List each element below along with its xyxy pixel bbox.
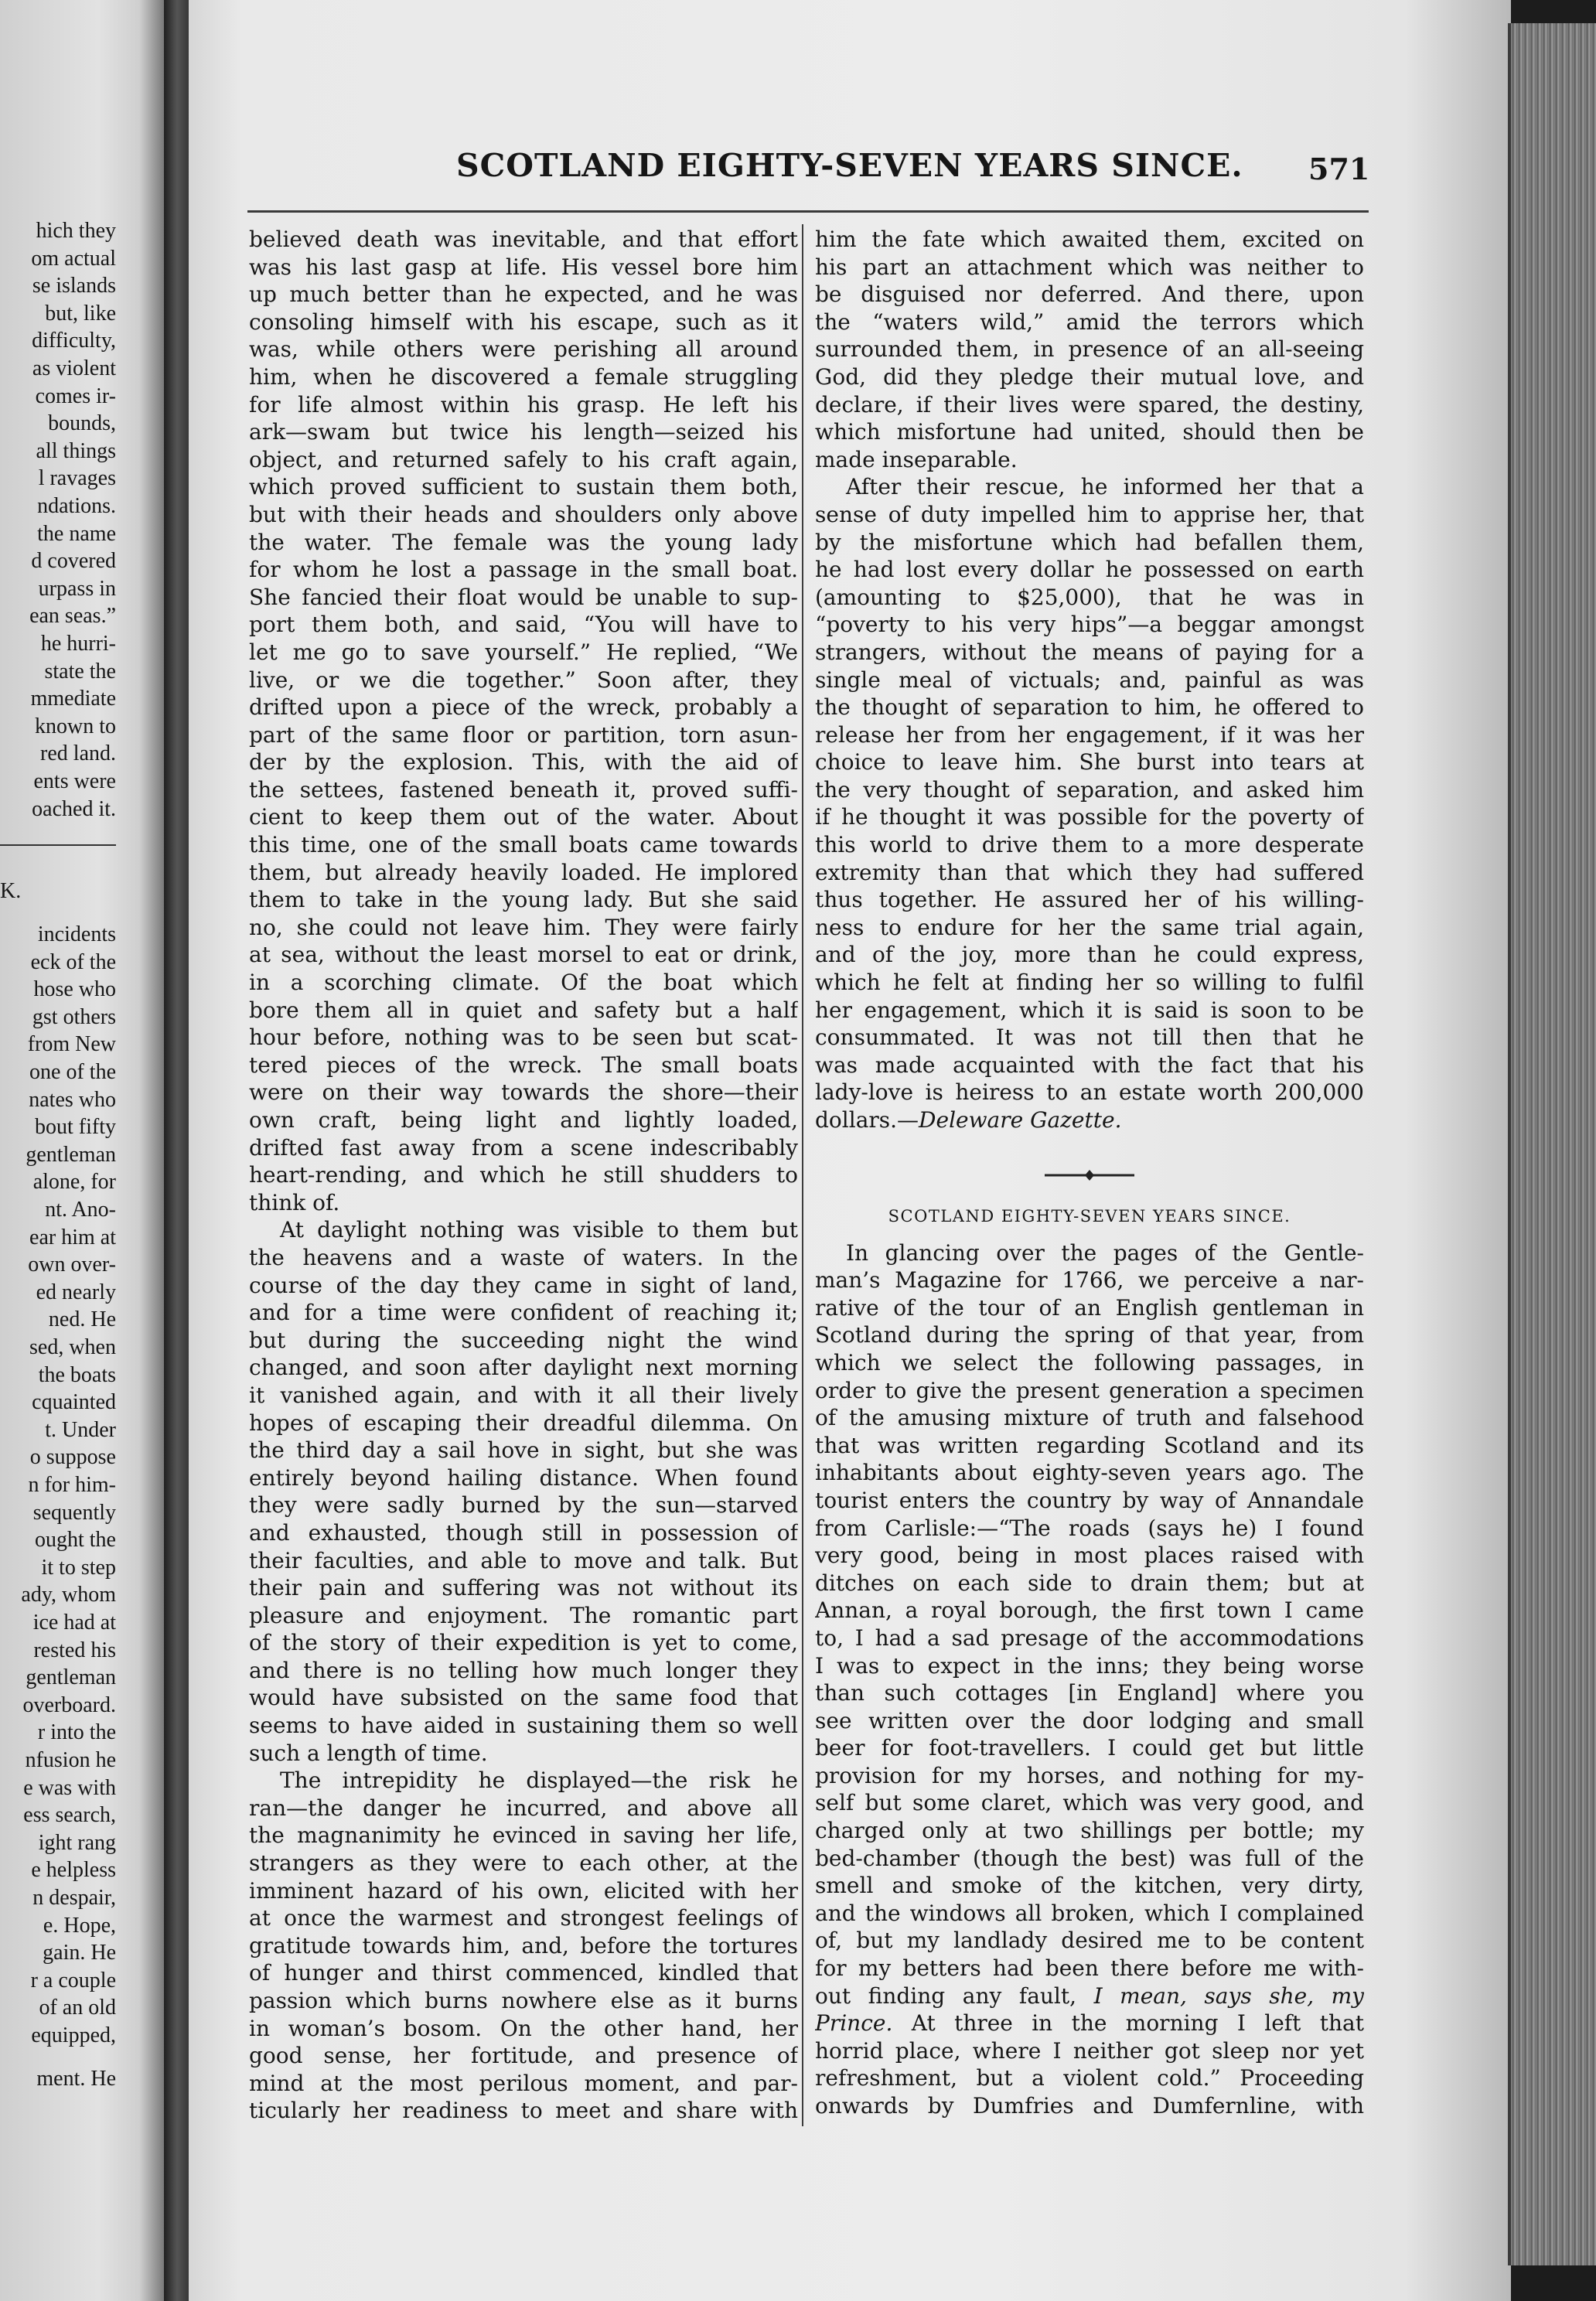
left-page-fragment xyxy=(0,0,164,2301)
article-line: of, but my landlady desired me to be content xyxy=(815,1928,1364,1954)
left-page-line: comes ir- xyxy=(35,384,116,408)
left-page-line: eck of the xyxy=(30,949,116,974)
text-line: part of the same floor or partition, torn asun- xyxy=(249,721,798,748)
text-line: the “waters wild,” amid the terrors which xyxy=(815,309,1364,335)
article-line: see written over the door lodging and small xyxy=(815,1707,1364,1733)
left-page-line: nt. Ano- xyxy=(45,1198,116,1222)
left-page-line: se islands xyxy=(32,274,116,298)
text-line: changed, and soon after daylight next morning xyxy=(249,1355,798,1381)
left-page-line: hose who xyxy=(33,977,116,1002)
text-line: and there is no telling how much longer they xyxy=(249,1657,798,1683)
article-line: rative of the tour of an English gentleman in xyxy=(815,1294,1364,1321)
article-title: SCOTLAND EIGHTY-SEVEN YEARS SINCE. xyxy=(888,1206,1291,1225)
left-page-line: nfusion he xyxy=(25,1748,116,1772)
text-line: ness to endure for her the same trial again, xyxy=(815,914,1364,940)
article-line: I was to expect in the inns; they being worse xyxy=(815,1652,1364,1679)
text-line: him, when he discovered a female struggling xyxy=(249,363,798,390)
left-page-rule xyxy=(0,844,116,846)
text-line: by the misfortune which had befallen them, xyxy=(815,529,1364,555)
article-line: from Carlisle:—“The roads (says he) I found xyxy=(815,1515,1364,1541)
text-line: drifted upon a piece of the wreck, probably a xyxy=(249,694,798,721)
left-page-line: o suppose xyxy=(29,1445,116,1470)
left-page-line: one of the xyxy=(29,1060,116,1084)
article-line: In glancing over the pages of the Gentle- xyxy=(846,1239,1364,1266)
text-line: release her from her engagement, if it was her xyxy=(815,721,1364,748)
article-line: for my betters had been there before me with- xyxy=(815,1955,1364,1982)
left-page-line: difficulty, xyxy=(32,329,116,353)
left-page-line: incidents xyxy=(37,922,116,946)
text-line: declare, if their lives were spared, the destiny, xyxy=(815,391,1364,418)
text-line: own craft, being light and lightly loaded, xyxy=(249,1107,798,1133)
text-line: and exhausted, though still in possession of xyxy=(249,1519,798,1546)
text-line: which misfortune had united, should then be xyxy=(815,419,1364,445)
text-line: were on their way towards the shore—their xyxy=(249,1079,798,1106)
article-line: very good, being in most places raised with xyxy=(815,1543,1364,1569)
text-line: if he thought it was possible for the poverty of xyxy=(815,804,1364,830)
left-page-line: gst others xyxy=(32,1004,116,1029)
left-page-line: bout fifty xyxy=(35,1115,116,1140)
text-line: it vanished again, and with it all their lively xyxy=(249,1382,798,1408)
text-line: ticularly her readiness to meet and share with xyxy=(249,2098,798,2124)
text-line: was his last gasp at life. His vessel bore him xyxy=(249,254,798,280)
text-line: consoling himself with his escape, such as it xyxy=(249,309,798,335)
column-right xyxy=(815,226,1364,2120)
text-line: which proved sufficient to sustain them both, xyxy=(249,474,798,500)
text-line: strangers, without the means of paying for a xyxy=(815,639,1364,665)
ornament-dash-icon xyxy=(1043,1168,1136,1183)
left-page-line: as violent xyxy=(32,356,116,380)
text-line: but with their heads and shoulders only above xyxy=(249,501,798,527)
text-line: no, she could not leave him. They were fairly xyxy=(249,914,798,940)
text-line: entirely beyond hailing distance. When found xyxy=(249,1464,798,1491)
text-line: single meal of victuals; and, painful as was xyxy=(815,666,1364,693)
left-page-line: ady, whom xyxy=(21,1583,116,1607)
text-line: was made acquainted with the fact that his xyxy=(815,1052,1364,1078)
text-line: live, or we die together.” Soon after, they xyxy=(249,666,798,693)
left-page-line: ents were xyxy=(33,769,116,793)
text-line: in a scorching climate. Of the boat which xyxy=(249,970,798,996)
text-line: in woman’s bosom. On the other hand, her xyxy=(249,2015,798,2041)
left-page-line: equipped, xyxy=(31,2023,116,2047)
text-line: the thought of separation to him, he offered to xyxy=(815,694,1364,721)
text-line: imminent hazard of his own, elicited with her xyxy=(249,1877,798,1904)
left-page-line: the name xyxy=(37,521,116,546)
page-number: 571 xyxy=(1308,152,1370,186)
text-line: lady-love is heiress to an estate worth 200,000 xyxy=(815,1079,1364,1106)
article-line: man’s Magazine for 1766, we perceive a nar- xyxy=(815,1267,1364,1294)
left-page-line: he hurri- xyxy=(40,632,116,656)
column-left xyxy=(249,226,798,2125)
left-page-line: ess search, xyxy=(23,1803,116,1828)
text-line: him the fate which awaited them, excited on xyxy=(815,227,1364,252)
text-line: the water. The female was the young lady xyxy=(249,529,798,555)
left-page-line: n for him- xyxy=(28,1473,116,1497)
text-line: them to take in the young lady. But she said xyxy=(249,887,798,913)
text-line: this world to drive them to a more desperate xyxy=(815,832,1364,858)
text-line: der by the explosion. This, with the aid of xyxy=(249,749,798,776)
signoff-source: Deleware Gazette. xyxy=(919,1107,1122,1133)
left-page-line: ought the xyxy=(35,1528,116,1553)
left-page-line: gain. He xyxy=(43,1941,116,1965)
text-line: ran—the danger he incurred, and above all xyxy=(249,1795,798,1821)
text-line: port them both, and said, “You will have to xyxy=(249,612,798,638)
left-page-line: e helpless xyxy=(31,1858,116,1883)
article-line: ditches on each side to drain them; but at xyxy=(815,1570,1364,1596)
article-line: Annan, a royal borough, the first town I came xyxy=(815,1597,1364,1624)
text-line: object, and returned safely to his craft again, xyxy=(249,446,798,472)
left-page-line: ight rang xyxy=(38,1830,116,1855)
left-page-line: gentleman xyxy=(26,1665,116,1690)
text-line: think of. xyxy=(249,1189,340,1215)
article-line: onwards by Dumfries and Dumfernline, with xyxy=(815,2093,1364,2119)
left-page-line: the boats xyxy=(38,1362,116,1387)
text-line: he had lost every dollar he possessed on earth xyxy=(815,557,1364,583)
left-page-line: it to step xyxy=(41,1555,116,1580)
text-line: At daylight nothing was visible to them but xyxy=(280,1217,798,1243)
left-page-last-line: ment. He xyxy=(36,2067,116,2091)
left-page-line: n despair, xyxy=(32,1886,116,1910)
text-line: choice to leave him. She burst into tears at xyxy=(815,749,1364,776)
text-line: their pain and suffering was not without its xyxy=(249,1575,798,1601)
article-line: bed-chamber (though the best) was full of the xyxy=(815,1845,1364,1871)
column-divider xyxy=(802,224,803,2126)
left-page-line: r a couple xyxy=(30,1968,116,1992)
italic-quote-end: Prince. xyxy=(815,2010,893,2037)
text-line: heart-rending, and which he still shudders to xyxy=(249,1162,798,1188)
text-line: but during the succeeding night the wind xyxy=(249,1327,798,1353)
left-page-line: ndations. xyxy=(37,494,116,518)
text-line: for whom he lost a passage in the small boat. xyxy=(249,557,798,583)
text-line: which he felt at finding her so willing to fulfil xyxy=(815,970,1364,996)
text-line: and for a time were confident of reaching it; xyxy=(249,1300,798,1326)
text-line: the settees, fastened beneath it, proved suffi- xyxy=(249,776,798,803)
text-line: strangers as they were to each other, at the xyxy=(249,1850,798,1877)
text-line: gratitude towards him, and, before the tortures xyxy=(249,1932,798,1958)
left-page-line: hich they xyxy=(36,219,116,243)
article-line: inhabitants about eighty-seven years ago. The xyxy=(815,1460,1364,1486)
text-line: and of the joy, more than he could express, xyxy=(815,942,1364,968)
left-page-line: e was with xyxy=(23,1775,116,1800)
text-line: up much better than he expected, and he was xyxy=(249,281,798,308)
left-page-line: sequently xyxy=(32,1500,116,1525)
text-line: the magnanimity he evinced in saving her life, xyxy=(249,1822,798,1849)
article-line-italic xyxy=(815,1982,1364,2010)
article-line: Scotland during the spring of that year, from xyxy=(815,1322,1364,1348)
text-line: pleasure and enjoyment. The romantic part xyxy=(249,1602,798,1628)
text-line: such a length of time. xyxy=(249,1740,488,1766)
text-line: was, while others were perishing all around xyxy=(249,336,798,363)
left-page-line: from New xyxy=(27,1032,116,1057)
article-line: that was written regarding Scotland and its xyxy=(815,1432,1364,1458)
article-line: charged only at two shillings per bottle; my xyxy=(815,1818,1364,1844)
article-body xyxy=(815,1239,1364,1982)
text-line: seems to have aided in sustaining them so well xyxy=(249,1713,798,1739)
header-rule xyxy=(247,210,1369,213)
text-line: bore them all in quiet and safety but a half xyxy=(249,997,798,1023)
text-line: this time, one of the small boats came towards xyxy=(249,832,798,858)
text-line: good sense, her fortitude, and presence of xyxy=(249,2043,798,2069)
left-page-line: ear him at xyxy=(29,1225,116,1249)
article-line: order to give the present generation a specimen xyxy=(815,1377,1364,1403)
article-line: self but some claret, which was very good, and xyxy=(815,1790,1364,1816)
italic-line-start: out finding any fault, xyxy=(815,1982,1077,2009)
text-line: hopes of escaping their dreadful dilemma. On xyxy=(249,1410,798,1436)
article-line: refreshment, but a violent cold.” Proceeding xyxy=(815,2065,1364,2091)
left-page-line: sed, when xyxy=(29,1335,116,1359)
left-page-line: known to xyxy=(35,714,116,738)
article-line: to, I had a sad presage of the accommodations xyxy=(815,1624,1364,1651)
text-line: drifted fast away from a scene indescribably xyxy=(249,1134,798,1161)
left-page-line: overboard. xyxy=(22,1693,116,1717)
text-line: ark—swam but twice his length—seized his xyxy=(249,419,798,445)
text-line: be disguised nor deferred. And there, upon xyxy=(815,281,1364,308)
text-line: tered pieces of the wreck. The small boats xyxy=(249,1052,798,1078)
text-line: consummated. It was not till then that he xyxy=(815,1024,1364,1051)
article-line: of the amusing mixture of truth and falsehood xyxy=(815,1405,1364,1431)
article-line: than such cottages [in England] where you xyxy=(815,1680,1364,1706)
article-line: smell and smoke of the kitchen, very dirty, xyxy=(815,1873,1364,1899)
signoff-text: dollars.— xyxy=(815,1107,919,1133)
story-continuation xyxy=(815,226,1364,1106)
text-line: the very thought of separation, and asked him xyxy=(815,776,1364,803)
left-page-line: all things xyxy=(36,438,116,463)
text-line: their faculties, and able to move and talk. But xyxy=(249,1547,798,1573)
left-page-line: own over- xyxy=(28,1253,116,1277)
text-line: passion which burns nowhere else as it burns xyxy=(249,1988,798,2013)
left-page-line: but, like xyxy=(45,301,116,326)
text-line: “poverty to his very hips”—a beggar amongst xyxy=(815,612,1364,638)
left-page-line: ice had at xyxy=(32,1611,116,1635)
left-page-line: r into the xyxy=(37,1720,116,1745)
text-line: them, but already heavily loaded. He implored xyxy=(249,859,798,885)
italic-quote: I mean, says she, my xyxy=(1093,1982,1364,2009)
left-page-line: l ravages xyxy=(38,466,116,491)
text-line: they were sadly burned by the sun—starved xyxy=(249,1492,798,1519)
article-line: and the windows all broken, which I complained xyxy=(815,1900,1364,1926)
running-head: SCOTLAND EIGHTY-SEVEN YEARS SINCE. xyxy=(456,147,1243,184)
text-line: After their rescue, he informed her that a xyxy=(846,474,1364,500)
text-line: God, did they pledge their mutual love, and xyxy=(815,363,1364,390)
left-page-line: ned. He xyxy=(48,1307,116,1332)
text-line: made inseparable. xyxy=(815,446,1018,472)
text-line: of hunger and thirst commenced, kindled that xyxy=(249,1960,798,1986)
left-page-line: urpass in xyxy=(38,576,116,601)
text-line: for life almost within his grasp. He left his xyxy=(249,391,798,418)
article-closing xyxy=(815,2037,1364,2120)
article-line: which we select the following passages, in xyxy=(815,1349,1364,1375)
text-line: cient to keep them out of the water. About xyxy=(249,804,798,830)
left-page-line: nates who xyxy=(29,1087,116,1112)
text-line: at sea, without the least morsel to eat or drink, xyxy=(249,942,798,968)
text-line: her engagement, which it is said is soon to be xyxy=(815,997,1364,1023)
text-line: The intrepidity he displayed—the risk he xyxy=(280,1768,798,1794)
section-ornament xyxy=(815,1154,1364,1196)
left-page-line: d covered xyxy=(31,549,116,574)
text-line: his part an attachment which was neither to xyxy=(815,254,1364,280)
text-line: She fancied their float would be unable to sup- xyxy=(249,584,798,610)
italic-line-end: At three in the morning I left that xyxy=(911,2010,1364,2037)
page-edges xyxy=(1508,23,1596,2265)
left-page-line: red land. xyxy=(40,741,116,766)
left-page-line: of an old xyxy=(39,1996,116,2020)
text-line: would have subsisted on the same food that xyxy=(249,1685,798,1711)
text-line: of the story of their expedition is yet to come, xyxy=(249,1630,798,1656)
left-page-line: oached it. xyxy=(32,796,116,821)
left-page-line: cquainted xyxy=(32,1390,116,1415)
text-line: (amounting to $25,000), that he was in xyxy=(815,584,1364,610)
text-line: the third day a sail hove in sight, but she was xyxy=(249,1437,798,1464)
text-line: the heavens and a waste of waters. In the xyxy=(249,1244,798,1270)
left-page-line: gentleman xyxy=(26,1142,116,1167)
article-line: tourist enters the country by way of Annandale xyxy=(815,1487,1364,1513)
article-line-italic-2 xyxy=(815,2010,1364,2037)
left-page-heading: K. xyxy=(0,879,22,903)
text-line: mind at the most perilous moment, and par- xyxy=(249,2070,798,2096)
left-page-line: om actual xyxy=(31,246,116,271)
left-page-line: ean seas.” xyxy=(29,604,116,629)
article-line: horrid place, where I neither got sleep nor yet xyxy=(815,2037,1364,2064)
left-page-line: ed nearly xyxy=(36,1280,116,1304)
text-line: at once the warmest and strongest feelings of xyxy=(249,1905,798,1931)
text-line: extremity than that which they had suffered xyxy=(815,859,1364,885)
left-page-line: t. Under xyxy=(45,1417,116,1442)
left-page-line: alone, for xyxy=(32,1170,116,1195)
left-page-line: state the xyxy=(44,659,116,683)
text-line: course of the day they came in sight of land, xyxy=(249,1272,798,1298)
left-page-line: bounds, xyxy=(48,411,116,436)
text-line: hour before, nothing was to be seen but scat- xyxy=(249,1024,798,1051)
left-page-line: rested his xyxy=(33,1638,116,1662)
left-page-line: mmediate xyxy=(30,687,116,711)
text-line: surrounded them, in presence of an all-seeing xyxy=(815,336,1364,363)
text-line: let me go to save yourself.” He replied, “We xyxy=(249,639,798,665)
text-line: thus together. He assured her of his willing- xyxy=(815,887,1364,913)
text-line: sense of duty impelled him to apprise her, that xyxy=(815,501,1364,527)
text-line: believed death was inevitable, and that effort xyxy=(249,227,798,252)
article-line: provision for my horses, and nothing for my- xyxy=(815,1762,1364,1788)
left-page-line: e. Hope, xyxy=(43,1913,116,1938)
signoff-line xyxy=(815,1106,1364,1134)
article-line: beer for foot-travellers. I could get but little xyxy=(815,1735,1364,1761)
